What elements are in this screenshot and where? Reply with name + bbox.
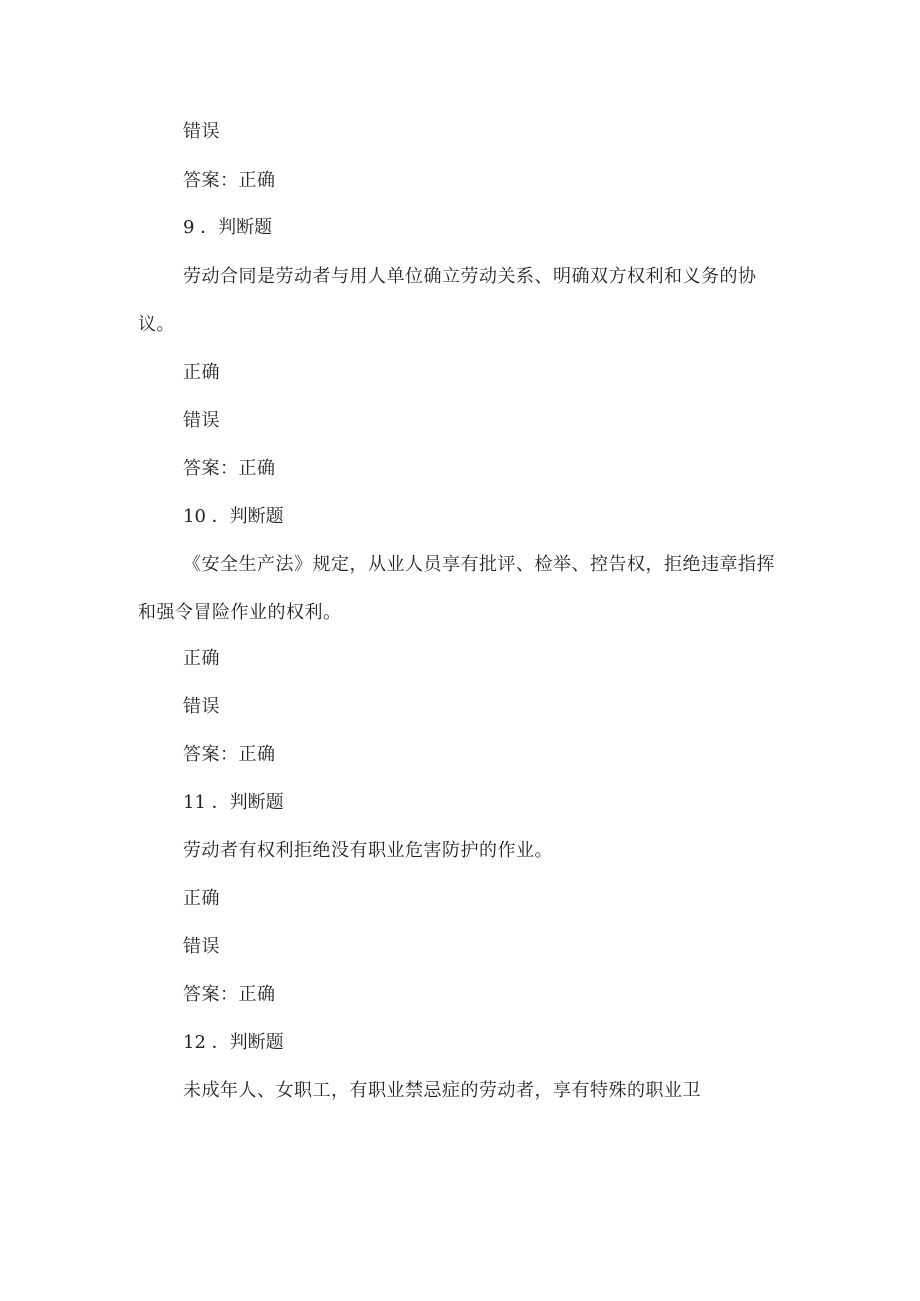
question-text: 劳动者有权利拒绝没有职业危害防护的作业。 (183, 840, 553, 861)
option-correct: 正确 (183, 648, 220, 669)
question-header: 9 ．判断题 (183, 217, 273, 238)
option-wrong: 错误 (183, 121, 220, 142)
answer-line: 答案：正确 (183, 984, 276, 1005)
question-text: 《安全生产法》规定，从业人员享有批评、检举、控告权，拒绝违章指挥 (183, 554, 775, 575)
option-wrong: 错误 (183, 696, 220, 717)
answer-line: 答案：正确 (183, 744, 276, 765)
question-header: 11 ．判断题 (183, 792, 284, 813)
answer-line: 答案：正确 (183, 170, 276, 191)
answer-line: 答案：正确 (183, 458, 276, 479)
question-header: 12 ．判断题 (183, 1032, 284, 1053)
option-wrong: 错误 (183, 936, 220, 957)
question-text: 劳动合同是劳动者与用人单位确立劳动关系、明确双方权利和义务的协 (183, 266, 757, 287)
option-correct: 正确 (183, 888, 220, 909)
option-wrong: 错误 (183, 410, 220, 431)
option-correct: 正确 (183, 362, 220, 383)
question-text: 未成年人、女职工，有职业禁忌症的劳动者，享有特殊的职业卫 (183, 1080, 701, 1101)
question-text-continuation: 议。 (138, 314, 175, 335)
question-header: 10 ．判断题 (183, 506, 284, 527)
question-text-continuation: 和强令冒险作业的权利。 (138, 602, 342, 623)
